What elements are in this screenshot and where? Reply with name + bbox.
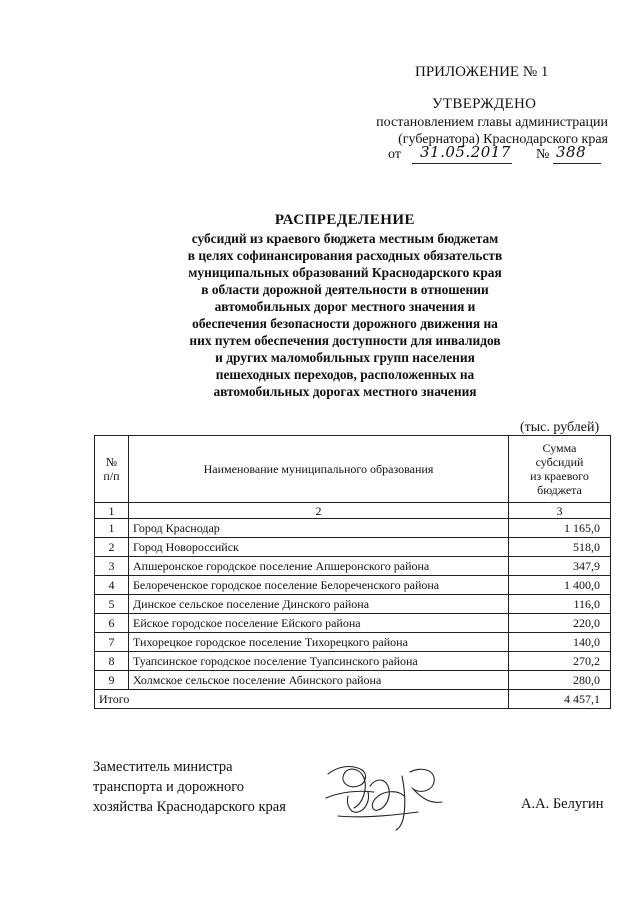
row-amount: 1 400,0 — [509, 576, 611, 595]
approved-line-2: (губернатора) Краснодарского края — [398, 132, 608, 147]
row-name: Тихорецкое городское поселение Тихорецкого района — [129, 633, 509, 652]
header-sum — [509, 436, 611, 503]
subtitle-line: и других маломобильных групп населения — [215, 350, 475, 365]
signer-name: А.А. Белугин — [521, 796, 604, 812]
row-name: Холмское сельское поселение Абинского района — [129, 671, 509, 690]
table-row — [95, 633, 611, 652]
index-cell: 3 — [509, 503, 611, 519]
row-name: Ейское городское поселение Ейского района — [129, 614, 509, 633]
table-index-row — [95, 503, 611, 519]
row-amount: 270,2 — [509, 652, 611, 671]
header-sum-line: бюджета — [537, 483, 582, 497]
row-number: 3 — [95, 557, 129, 576]
row-number: 9 — [95, 671, 129, 690]
row-amount: 1 165,0 — [509, 519, 611, 538]
signer-position — [93, 757, 286, 817]
distribution-table — [94, 435, 611, 709]
subtitle-line: субсидий из краевого бюджета местным бюджетам — [191, 231, 499, 246]
table-row — [95, 652, 611, 671]
decree-date-line — [388, 143, 608, 167]
subtitle-line: них путем обеспечения доступности для инвалидов — [189, 333, 501, 348]
subtitle-line: муниципальных образований Краснодарского края — [188, 265, 502, 280]
approved-line-1: постановлением главы администрации — [376, 115, 608, 130]
subtitle-line: автомобильных дорог местного значения и — [214, 299, 476, 314]
row-amount: 140,0 — [509, 633, 611, 652]
subtitle-line: обеспечения безопасности дорожного движения на — [192, 316, 498, 331]
table-row — [95, 519, 611, 538]
subtitle-line: в области дорожной деятельности в отношении — [201, 282, 489, 297]
row-amount: 116,0 — [509, 595, 611, 614]
subtitle-line: в целях софинансирования расходных обязательств — [187, 248, 503, 263]
table-row — [95, 595, 611, 614]
table-header-row — [95, 436, 611, 503]
unit-label: (тыс. рублей) — [520, 420, 600, 435]
row-amount: 518,0 — [509, 538, 611, 557]
table-row — [95, 538, 611, 557]
approved-title: УТВЕРЖДЕНО — [432, 96, 537, 112]
row-name: Туапсинское городское поселение Туапсинского района — [129, 652, 509, 671]
subtitle-line: пешеходных переходов, расположенных на — [215, 367, 475, 382]
row-number: 4 — [95, 576, 129, 595]
row-name: Апшеронское городское поселение Апшеронского района — [129, 557, 509, 576]
row-name: Белореченское городское поселение Белореченского района — [129, 576, 509, 595]
table-total-row — [95, 690, 611, 709]
row-number: 8 — [95, 652, 129, 671]
subtitle-line: автомобильных дорогах местного значения — [213, 384, 477, 399]
table-row — [95, 614, 611, 633]
total-amount: 4 457,1 — [509, 690, 611, 709]
index-cell: 2 — [129, 503, 509, 519]
header-number-line: № — [105, 455, 118, 469]
table-row — [95, 557, 611, 576]
signer-position-line: хозяйства Краснодарского края — [93, 799, 286, 815]
row-number: 6 — [95, 614, 129, 633]
row-number: 5 — [95, 595, 129, 614]
row-number: 7 — [95, 633, 129, 652]
row-amount: 220,0 — [509, 614, 611, 633]
table-row — [95, 671, 611, 690]
header-name: Наименование муниципального образования — [129, 436, 509, 503]
document-heading: РАСПРЕДЕЛЕНИЕ — [274, 212, 416, 228]
header-sum-line: из краевого — [530, 469, 589, 483]
appendix-label: ПРИЛОЖЕНИЕ № 1 — [415, 64, 549, 80]
header-number — [95, 436, 129, 503]
row-amount: 347,9 — [509, 557, 611, 576]
row-name: Город Краснодар — [129, 519, 509, 538]
table-row — [95, 576, 611, 595]
signer-position-line: Заместитель министра — [93, 759, 233, 775]
signer-position-line: транспорта и дорожного — [93, 779, 245, 795]
index-cell: 1 — [95, 503, 129, 519]
header-sum-line: Сумма — [542, 441, 577, 455]
row-name: Динское сельское поселение Динского района — [129, 595, 509, 614]
total-label: Итого — [95, 690, 509, 709]
header-number-line: п/п — [103, 469, 120, 483]
row-amount: 280,0 — [509, 671, 611, 690]
row-number: 1 — [95, 519, 129, 538]
header-sum-line: субсидий — [535, 455, 584, 469]
handwritten-signature — [318, 756, 468, 836]
row-number: 2 — [95, 538, 129, 557]
number-prefix: № — [536, 147, 550, 162]
row-name: Город Новороссийск — [129, 538, 509, 557]
number-handwritten: 388 — [556, 143, 587, 161]
date-handwritten: 31.05.2017 — [420, 143, 511, 161]
date-prefix: от — [388, 147, 401, 162]
document-subtitle — [150, 230, 540, 400]
